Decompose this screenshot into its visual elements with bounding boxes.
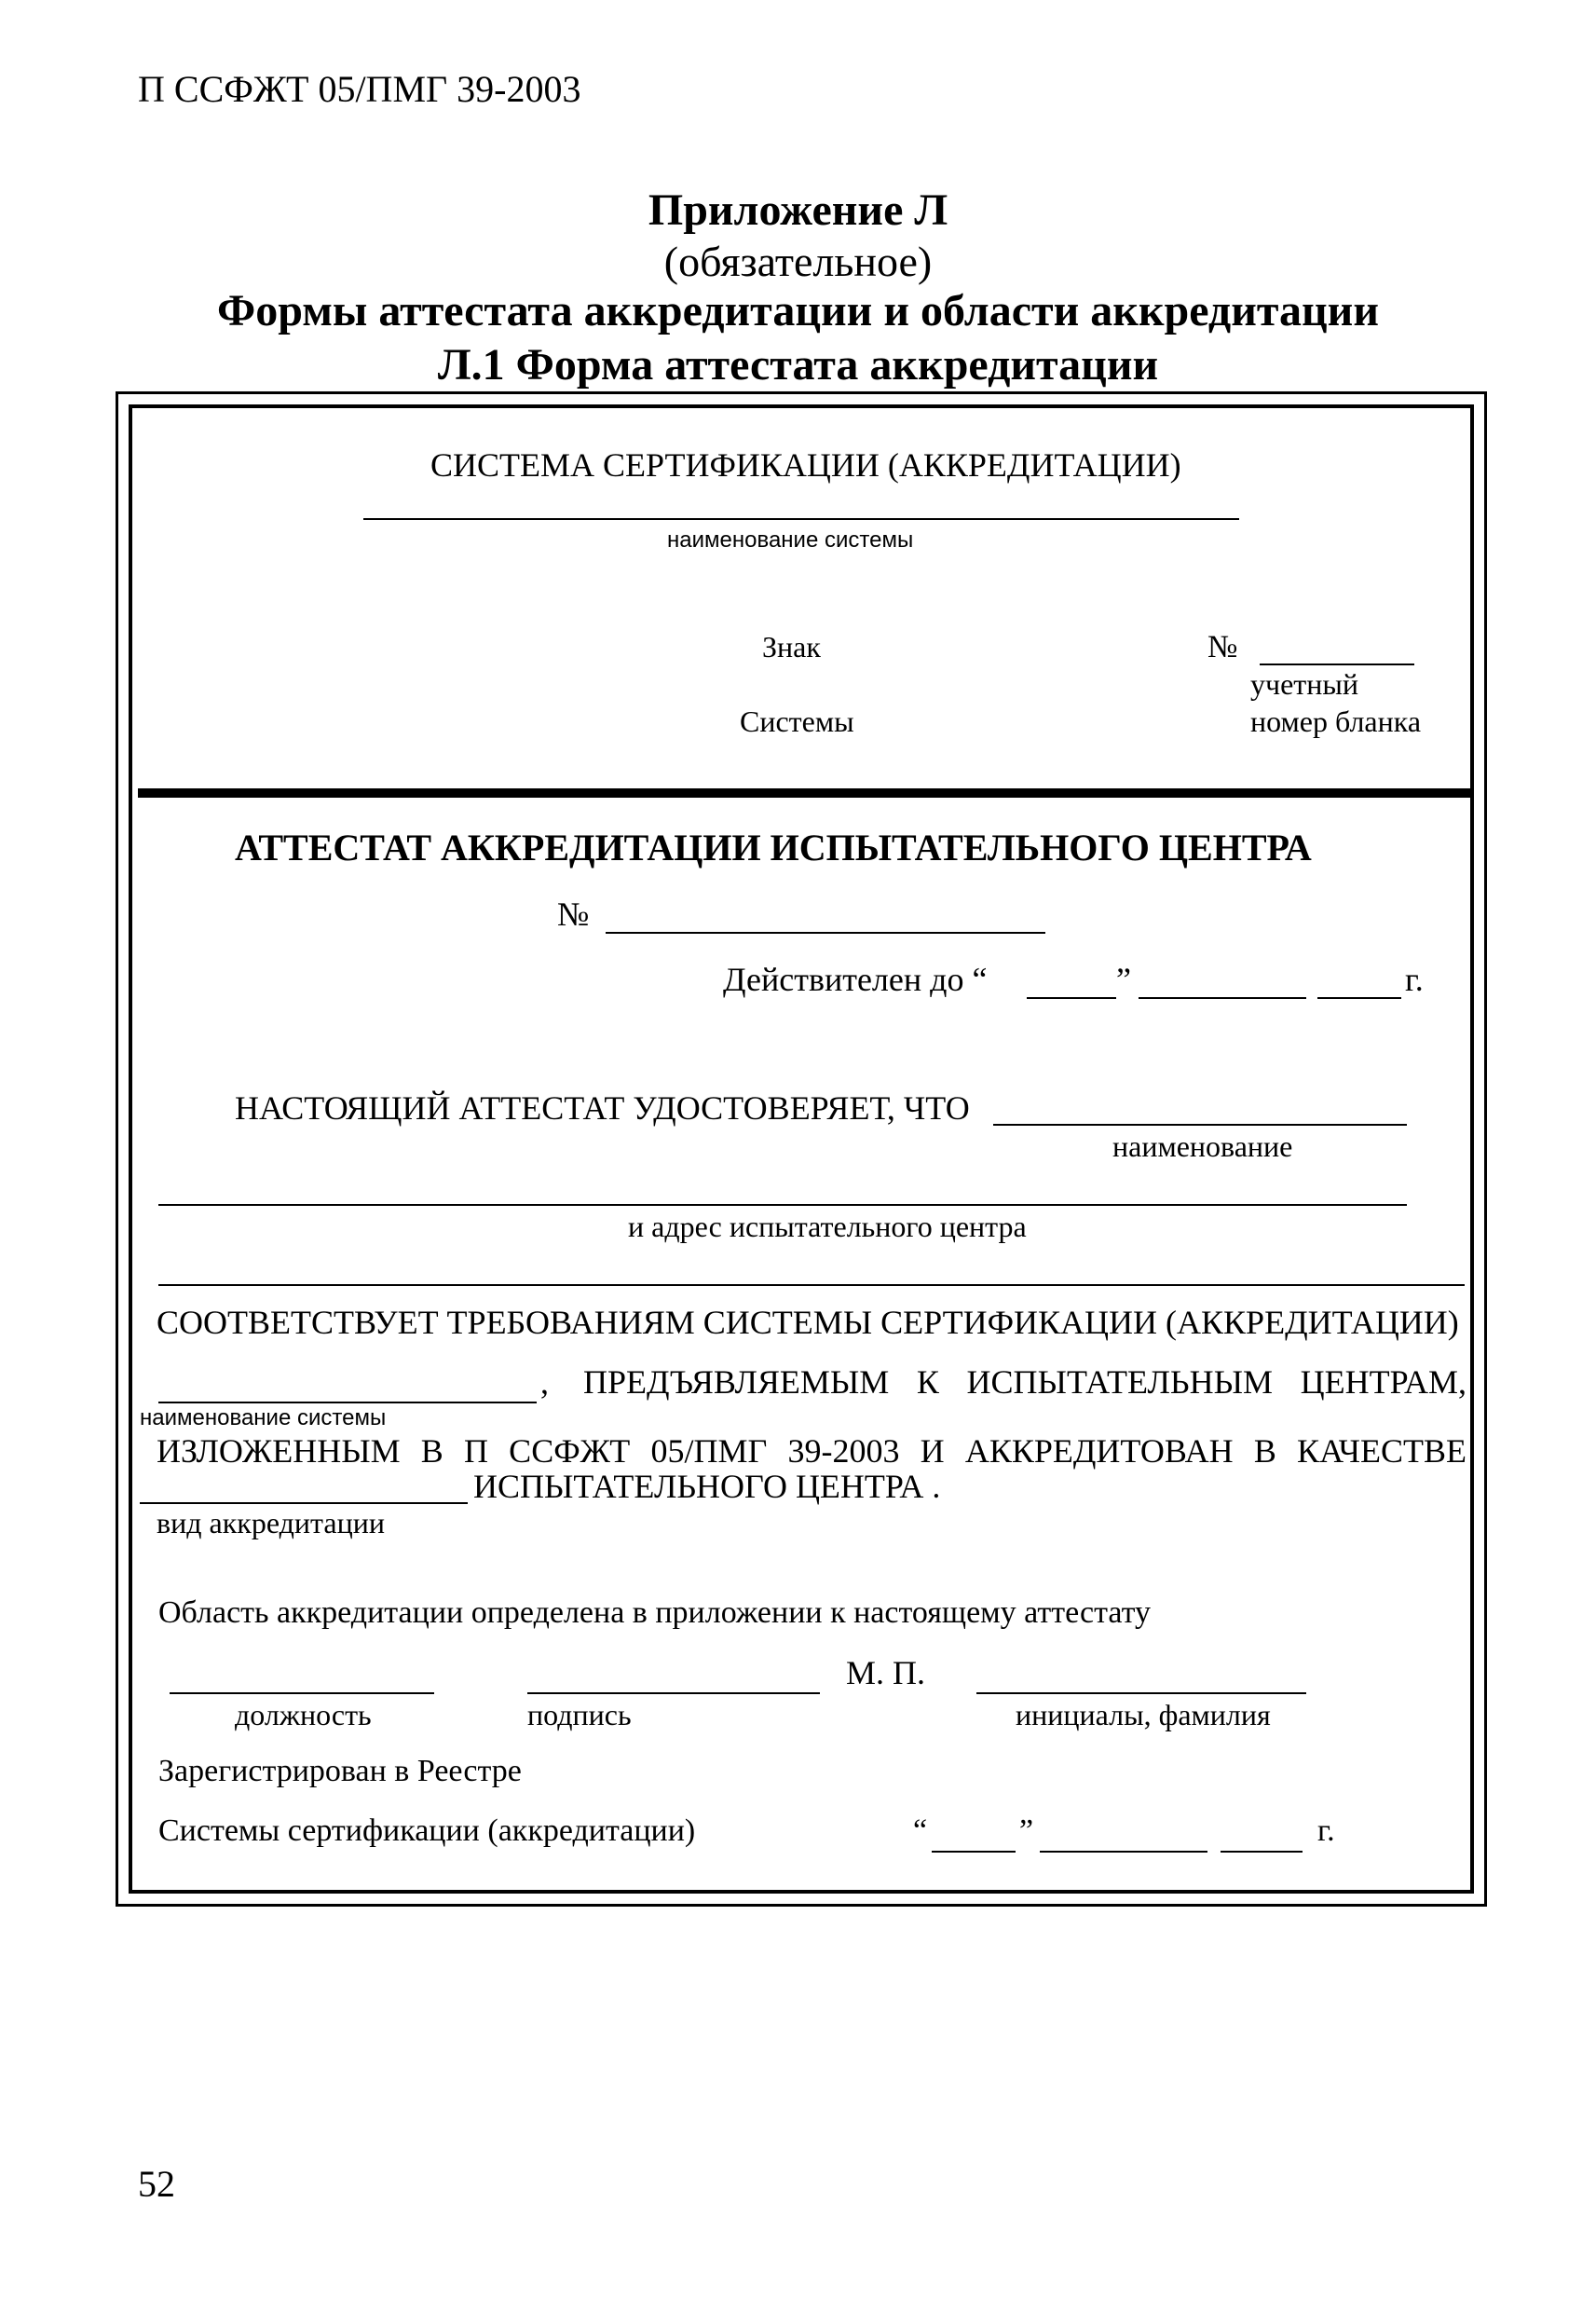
system-name-line — [363, 518, 1239, 520]
signature-hint: подпись — [527, 1698, 632, 1731]
center-name-hint: наименование — [1112, 1129, 1293, 1163]
certifies-text: НАСТОЯЩИЙ АТТЕСТАТ УДОСТОВЕРЯЕТ, ЧТО — [235, 1089, 970, 1127]
conforms-text: СООТВЕТСТВУЕТ ТРЕБОВАНИЯМ СИСТЕМЫ СЕРТИФИКАЦИИ (АККРЕДИТАЦИИ) — [157, 1304, 1459, 1341]
system-mark-label-2: Системы — [740, 705, 854, 738]
document-code: П ССФЖТ 05/ПМГ 39-2003 — [138, 68, 581, 110]
annex-title: Приложение Л — [648, 185, 948, 235]
blank-number-line — [1260, 664, 1414, 665]
registry-year-line — [1221, 1851, 1303, 1853]
section-divider — [138, 788, 1472, 798]
center-name-line — [993, 1124, 1407, 1126]
certificate-number-line — [606, 932, 1045, 934]
registry-year-suffix: г. — [1317, 1813, 1335, 1848]
position-line — [170, 1692, 434, 1694]
valid-day-line — [1027, 997, 1116, 999]
registry-quote-close: ” — [1019, 1813, 1034, 1848]
lab-text: ИСПЫТАТЕЛЬНОГО ЦЕНТРА . — [473, 1468, 941, 1505]
scope-text: Область аккредитации определена в приложении к настоящему аттестату — [158, 1595, 1152, 1630]
blank-number-hint-1: учетный — [1250, 667, 1359, 701]
page-heading: Формы аттестата аккредитации и области аккредитации — [217, 286, 1379, 335]
signature-line — [527, 1692, 820, 1694]
system-name-line-2 — [158, 1402, 537, 1403]
accreditation-type-line — [140, 1502, 468, 1504]
initials-hint: инициалы, фамилия — [1016, 1698, 1271, 1731]
stated-text: ИЗЛОЖЕННЫМ В П ССФЖТ 05/ПМГ 39-2003 И АККРЕДИТОВАН В КАЧЕСТВЕ — [157, 1432, 1466, 1470]
system-name-hint: наименование системы — [667, 527, 914, 553]
valid-month-line — [1139, 997, 1306, 999]
page-number: 52 — [138, 2163, 175, 2205]
certificate-number-symbol: № — [557, 896, 590, 933]
valid-until-label: Действителен до “ — [723, 961, 988, 998]
center-extra-line — [158, 1284, 1465, 1286]
position-hint: должность — [235, 1698, 372, 1731]
center-address-hint: и адрес испытательного центра — [628, 1210, 1027, 1243]
presented-text: ПРЕДЪЯВЛЯЕМЫМ К ИСПЫТАТЕЛЬНЫМ ЦЕНТРАМ, — [583, 1363, 1466, 1401]
system-mark-label-1: Знак — [762, 630, 821, 664]
center-address-line — [158, 1204, 1407, 1206]
system-caption: СИСТЕМА СЕРТИФИКАЦИИ (АККРЕДИТАЦИИ) — [430, 446, 1181, 484]
registry-month-line — [1040, 1851, 1207, 1853]
registered-text: Зарегистрирован в Реестре — [158, 1754, 522, 1788]
system-registry-text: Системы сертификации (аккредитации) — [158, 1813, 696, 1848]
valid-year-suffix: г. — [1405, 961, 1424, 998]
certificate-title: АТТЕСТАТ АККРЕДИТАЦИИ ИСПЫТАТЕЛЬНОГО ЦЕНТРА — [235, 827, 1312, 869]
registry-quote-open: “ — [913, 1813, 928, 1848]
blank-number-symbol: № — [1207, 630, 1238, 664]
stamp-label: М. П. — [846, 1654, 926, 1691]
presented-comma: , — [540, 1363, 549, 1401]
valid-year-line — [1317, 997, 1401, 999]
valid-quote-close: ” — [1116, 961, 1131, 998]
blank-number-hint-2: номер бланка — [1250, 705, 1422, 738]
registry-day-line — [932, 1851, 1016, 1853]
initials-line — [976, 1692, 1306, 1694]
section-heading: Л.1 Форма аттестата аккредитации — [437, 340, 1159, 390]
system-name-hint-2: наименование системы — [140, 1405, 387, 1430]
accreditation-type-hint: вид аккредитации — [157, 1506, 385, 1539]
annex-status: (обязательное) — [663, 238, 933, 285]
